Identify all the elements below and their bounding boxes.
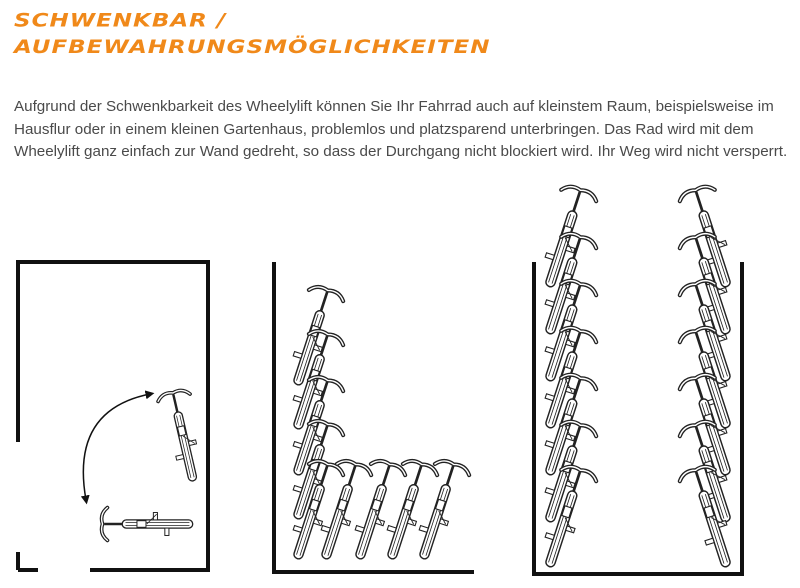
- rotation-diagram: [18, 262, 209, 570]
- intro-paragraph: Aufgrund der Schwenkbarkeit des Wheelylift können Sie Ihr Fahrrad auch auf kleinstem Raum, beispielsweise im Hausflur oder in einem kleinen Gartenhaus, problemlos und platzsparend unterbringen. Das Rad wird mit dem Wheelylift ganz einfach zur Wand gedreht, so dass der Durchgang nicht blockiert wird. Ihr Weg wird nicht versperrt.: [14, 98, 788, 160]
- heading-line-2: AUFBEWAHRUNGSMÖGLICHKEITEN: [14, 36, 491, 58]
- corridor-storage: [532, 184, 745, 574]
- bike-upright-icon: [157, 388, 209, 484]
- bike-lowered-icon: [102, 508, 193, 541]
- rotation-arrow-icon: [83, 394, 150, 500]
- heading-line-1: SCHWENKBAR /: [14, 10, 227, 32]
- l-shaped-storage: [274, 262, 474, 572]
